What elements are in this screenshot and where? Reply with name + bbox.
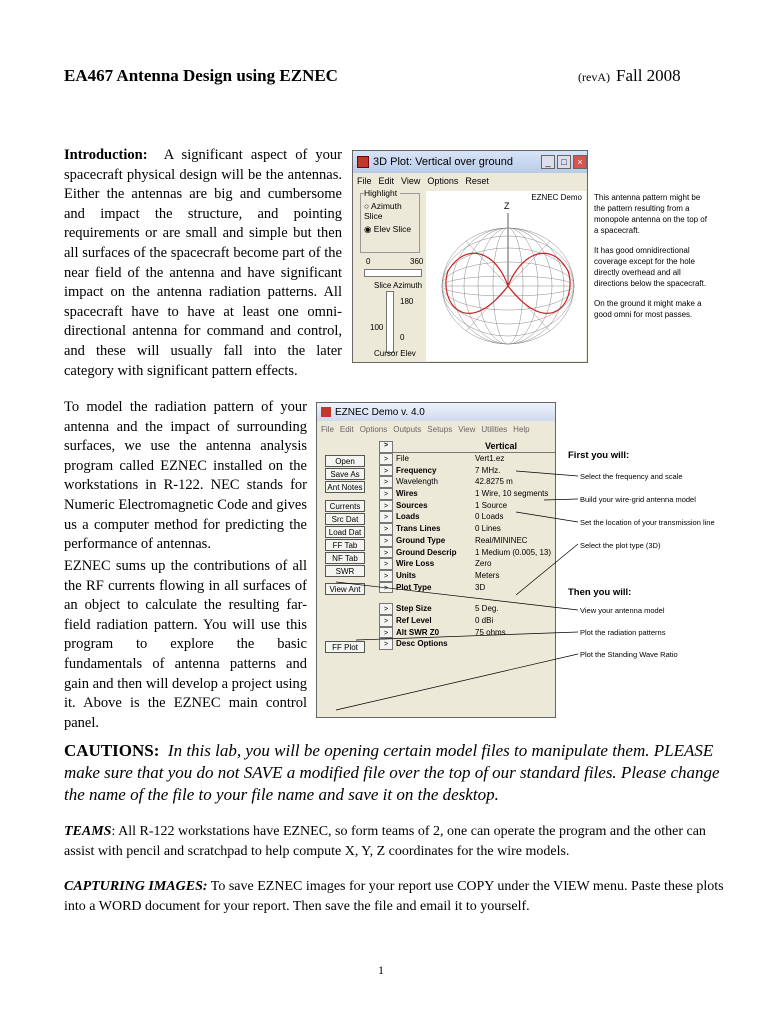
menu-edit[interactable]: Edit — [339, 424, 354, 434]
cautions-text: In this lab, you will be opening certain model files to manipulate them. PLEASE make sure that you do not SAVE a modified file over the top of our standard files. Please change the name of the file to your file name and save it on the desktop. — [64, 741, 720, 804]
teams-label: TEAMS — [64, 824, 112, 839]
save-as-button[interactable]: Save As — [325, 468, 365, 480]
row-label: Sources — [396, 500, 428, 510]
row-arrow-button[interactable]: > — [379, 603, 393, 615]
then-annotation-1: View your antenna model — [580, 606, 665, 615]
ff-tab-button[interactable]: FF Tab — [325, 539, 365, 551]
menu-file[interactable]: File — [321, 424, 334, 434]
plot3d-menubar — [353, 173, 587, 189]
menu-outputs[interactable]: Outputs — [393, 424, 422, 434]
menu-options[interactable]: Options — [359, 424, 388, 434]
model-paragraph: To model the radiation pattern of your antenna and the impact of surrounding surfaces, we use the antenna analysis program called EZNEC installed on the workstations in R-122. NEC stands for Numeric Electromagnetic Code and gives us a computer method for predicting the performance of antennas. — [64, 399, 307, 553]
page-number: 1 — [378, 963, 384, 977]
row-arrow-button[interactable]: > — [379, 500, 393, 512]
az-value: 180 — [400, 297, 414, 306]
first-annotation-2: Build your wire-grid antenna model — [580, 495, 696, 504]
ff-plot-button[interactable]: FF Plot — [325, 641, 365, 653]
demo-label: EZNEC Demo — [531, 193, 582, 202]
first-annotation-4: Select the plot type (3D) — [580, 541, 661, 550]
row-arrow-button[interactable]: > — [379, 511, 393, 523]
arrow-sources — [516, 512, 578, 522]
row-value: 5 Deg. — [475, 604, 499, 614]
row-arrow-button[interactable]: > — [379, 558, 393, 570]
plot3d-note-3: On the ground it might make a good omni for most passes. — [594, 299, 702, 319]
app-icon — [357, 156, 369, 168]
plot3d-title: 3D Plot: Vertical over ground — [373, 156, 514, 168]
highlight-group — [360, 188, 420, 253]
highlight-label: Highlight — [364, 188, 400, 198]
row-value: 0 Lines — [475, 524, 501, 534]
plot3d-note-2: It has good omnidirectional coverage except for the hole directly overhead and all directions below the spacecraft. — [594, 246, 707, 288]
menu-help[interactable]: Help — [513, 424, 530, 434]
plot3d-window — [352, 150, 588, 363]
row-value: 0 dBi — [475, 615, 494, 625]
menu-view[interactable]: View — [401, 176, 421, 186]
elev-slider[interactable] — [386, 291, 394, 353]
row-label: Loads — [396, 512, 420, 522]
close-icon[interactable]: × — [573, 155, 587, 169]
azimuth-slider[interactable] — [364, 269, 422, 277]
revision-term — [578, 66, 681, 86]
capturing-label: CAPTURING IMAGES: — [64, 879, 208, 894]
header-arrow[interactable]: > — [379, 441, 393, 453]
row-label: Wavelength — [396, 477, 438, 487]
row-value: Zero — [475, 559, 492, 569]
menu-file[interactable]: File — [357, 176, 372, 186]
row-label: Ref Level — [396, 615, 432, 625]
eznec-menubar — [317, 421, 555, 437]
row-value: 1 Wire, 10 segments — [475, 489, 549, 499]
annotation-arrows — [316, 440, 586, 720]
menu-edit[interactable]: Edit — [378, 176, 395, 186]
intro-text: A significant aspect of your spacecraft physical design will be the antennas. Either the antennas are big and cumbersome and impact the structure, and pointing requirements or are small and simple but then all surfaces of the spacecraft become part of the near field of the antenna and have significant impact on the antenna radiation patterns. All spacecraft have to have at least one omni-directional antenna for command and control, and these will usually fall into the later category with significant pattern effects. — [64, 147, 342, 379]
row-arrow-button[interactable]: > — [379, 615, 393, 627]
row-label: Plot Type — [396, 582, 432, 592]
cautions-paragraph — [64, 740, 724, 806]
row-label: Wires — [396, 489, 418, 499]
row-value: Real/MININEC — [475, 535, 528, 545]
elev-slice-radio[interactable]: ◉ Elev Slice — [364, 224, 412, 234]
menu-utilities[interactable]: Utilities — [481, 424, 508, 434]
elev-value: 0 — [400, 333, 405, 342]
first-heading: First you will: — [568, 450, 630, 461]
document-title: EA467 Antenna Design using EZNEC — [64, 66, 338, 85]
row-arrow-button[interactable]: > — [379, 535, 393, 547]
load-dat-button[interactable]: Load Dat — [325, 526, 365, 538]
row-value: Vert1.ez — [475, 454, 505, 463]
plot3d-titlebar[interactable] — [353, 151, 587, 173]
row-arrow-button[interactable]: > — [379, 476, 393, 488]
row-arrow-button[interactable]: > — [379, 523, 393, 535]
row-arrow-button[interactable]: > — [379, 465, 393, 477]
open-button[interactable]: Open — [325, 455, 365, 467]
elev-max: 100 — [370, 323, 384, 332]
row-arrow-button[interactable]: > — [379, 488, 393, 500]
menu-reset[interactable]: Reset — [465, 176, 489, 186]
arrow-ff-plot — [356, 632, 578, 640]
capturing-paragraph — [64, 877, 724, 917]
revision-label: (revA) — [578, 70, 610, 84]
first-annotation-1: Select the frequency and scale — [580, 472, 683, 481]
menu-setups[interactable]: Setups — [427, 424, 453, 434]
nf-tab-button[interactable]: NF Tab — [325, 552, 365, 564]
row-arrow-button[interactable]: > — [379, 570, 393, 582]
radiation-pattern-plot — [426, 191, 586, 361]
then-heading: Then you will: — [568, 587, 632, 598]
cursor-elev-label: Cursor Elev — [374, 349, 416, 358]
swr-button[interactable]: SWR — [325, 565, 365, 577]
row-label: Desc Options — [396, 639, 448, 649]
cautions-label: CAUTIONS: — [64, 741, 160, 760]
intro-label: Introduction: — [64, 147, 148, 163]
arrow-frequency — [516, 471, 578, 476]
row-value: 75 ohms — [475, 627, 506, 637]
row-arrow-button[interactable]: > — [379, 453, 393, 465]
row-label: Trans Lines — [396, 524, 441, 534]
maximize-icon[interactable]: □ — [557, 155, 571, 169]
row-value: 42.8275 m — [475, 477, 513, 487]
arrow-wires — [544, 499, 578, 500]
row-arrow-button[interactable]: > — [379, 627, 393, 639]
row-label: Ground Descrip — [396, 547, 457, 557]
arrow-plot-type — [516, 544, 578, 595]
term-label: Fall 2008 — [615, 66, 681, 85]
row-value: 1 Medium (0.005, 13) — [475, 547, 552, 557]
first-annotation-3: Set the location of your transmission line — [580, 518, 715, 527]
view-ant-button[interactable]: View Ant — [325, 583, 365, 595]
plot3d-canvas[interactable] — [426, 191, 586, 361]
ant-notes-button[interactable]: Ant Notes — [325, 481, 365, 493]
grid-header-title: Vertical — [485, 441, 518, 451]
row-arrow-button[interactable]: > — [379, 547, 393, 559]
menu-view[interactable]: View — [458, 424, 476, 434]
teams-text: : All R-122 workstations have EZNEC, so form teams of 2, one can operate the program and the other can assist with pencil and scratchpad to help compute X, Y, Z coordinates for the wire models. — [64, 824, 706, 859]
src-dat-button[interactable]: Src Dat — [325, 513, 365, 525]
eznec-titlebar[interactable] — [317, 403, 555, 421]
minimize-icon[interactable]: _ — [541, 155, 555, 169]
currents-button[interactable]: Currents — [325, 500, 365, 512]
teams-paragraph — [64, 822, 724, 862]
axis-z-label: Z — [504, 201, 510, 211]
row-label: Frequency — [396, 465, 437, 475]
app-icon — [321, 407, 331, 417]
capturing-text: To save EZNEC images for your report use COPY under the VIEW menu. Paste these plots into a WORD document for your report. Then save the file and email it to yourself. — [64, 879, 724, 914]
row-arrow-button[interactable]: > — [379, 638, 393, 650]
row-label: Ground Type — [396, 535, 446, 545]
then-annotation-3: Plot the Standing Wave Ratio — [580, 650, 678, 659]
row-arrow-button[interactable]: > — [379, 582, 393, 594]
row-value: Meters — [475, 570, 500, 580]
row-label: Wire Loss — [396, 559, 435, 569]
eznec-paragraph: EZNEC sums up the contributions of all the RF currents flowing in all surfaces of an object to calculate the resulting far-field radiation pattern. You will use this program to explore the basic fundamentals of antenna patterns and gain and then will develop a project using it. Above is the EZNEC main control panel. — [64, 558, 307, 731]
row-label: File — [396, 454, 409, 463]
row-value: 0 Loads — [475, 512, 504, 522]
row-label: Units — [396, 570, 416, 580]
menu-options[interactable]: Options — [427, 176, 459, 186]
range-min: 0 — [366, 257, 371, 266]
row-label: Alt SWR Z0 — [396, 627, 440, 637]
slice-azimuth-label: Slice Azimuth — [374, 281, 423, 290]
plot3d-notes — [594, 192, 712, 320]
row-value: 3D — [475, 582, 486, 592]
row-value: 1 Source — [475, 500, 508, 510]
then-annotation-2: Plot the radiation patterns — [580, 628, 666, 637]
eznec-title: EZNEC Demo v. 4.0 — [335, 406, 425, 418]
range-max: 360 — [410, 257, 424, 266]
row-label: Step Size — [396, 604, 432, 614]
azimuth-slice-radio[interactable]: ○ Azimuth Slice — [364, 201, 402, 221]
intro-paragraph — [64, 146, 342, 381]
arrow-view-ant — [336, 582, 578, 610]
arrow-swr — [336, 654, 578, 710]
row-value: 7 MHz. — [475, 465, 501, 475]
plot3d-note-1: This antenna pattern might be the pattern resulting from a monopole antenna on the top of a spacecraft. — [594, 193, 707, 235]
